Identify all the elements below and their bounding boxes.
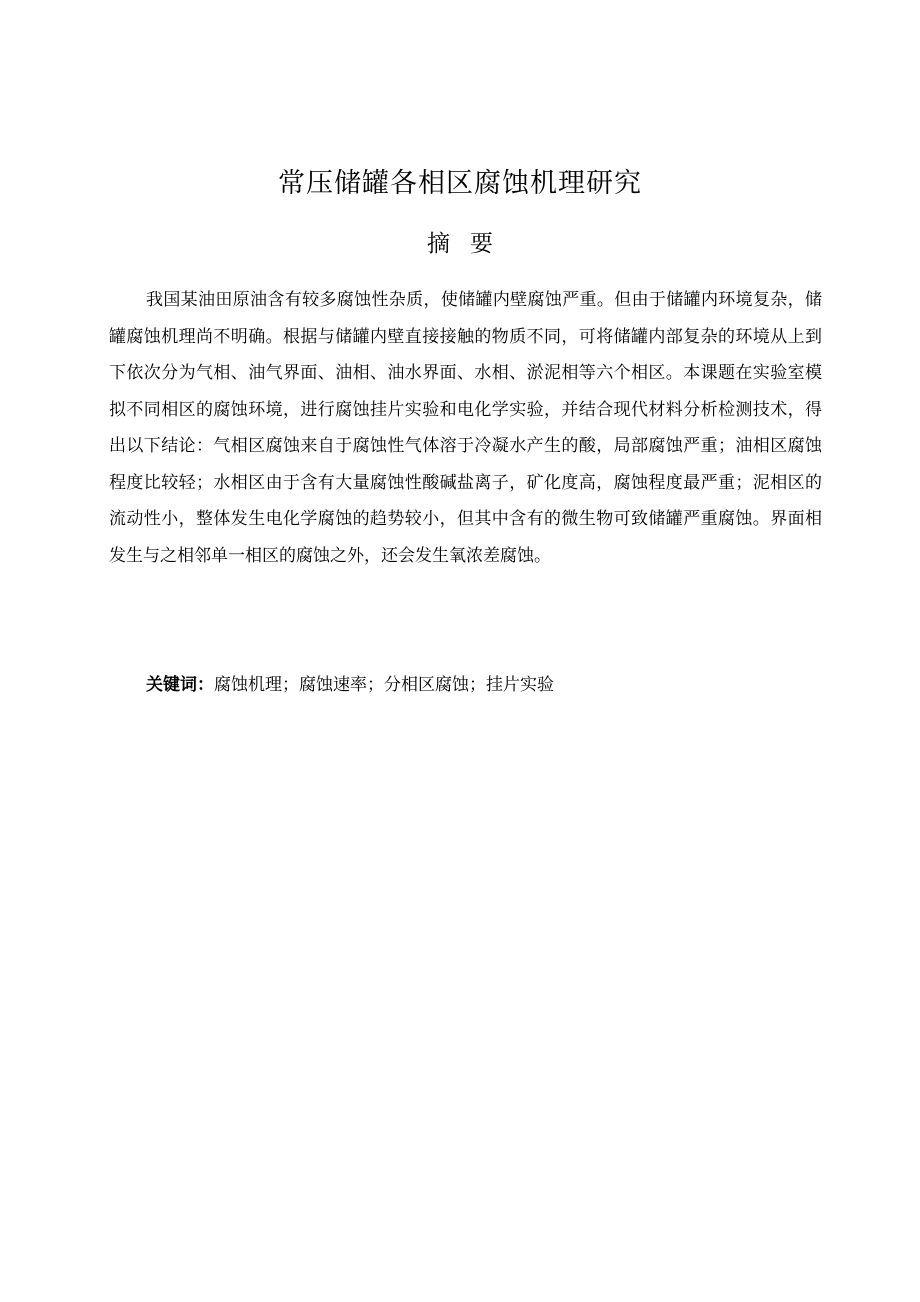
keywords-line (146, 669, 822, 701)
document-title: 常压储罐各相区腐蚀机理研究 (278, 168, 642, 199)
keywords-text: 腐蚀机理；腐蚀速率；分相区腐蚀；挂片实验 (214, 675, 554, 695)
keywords-label: 关键词： (146, 675, 214, 695)
abstract-heading: 摘要 (427, 231, 513, 257)
abstract-body: 我国某油田原油含有较多腐蚀性杂质，使储罐内壁腐蚀严重。但由于储罐内环境复杂，储罐腐蚀机理尚不明确。根据与储罐内壁直接接触的物质不同，可将储罐内部复杂的环境从上到下依次分为气相、油气界面、油相、油水界面、水相、淤泥相等六个相区。本课题在实验室模拟不同相区的腐蚀环境，进行腐蚀挂片实验和电化学实验，并结合现代材料分析检测技术，得出以下结论：气相区腐蚀来自于腐蚀性气体溶于冷凝水产生的酸，局部腐蚀严重；油相区腐蚀程度比较轻；水相区由于含有大量腐蚀性酸碱盐离子，矿化度高，腐蚀程度最严重；泥相区的流动性小，整体发生电化学腐蚀的趋势较小，但其中含有的微生物可致储罐严重腐蚀。界面相发生与之相邻单一相区的腐蚀之外，还会发生氧浓差腐蚀。 (109, 290, 822, 566)
